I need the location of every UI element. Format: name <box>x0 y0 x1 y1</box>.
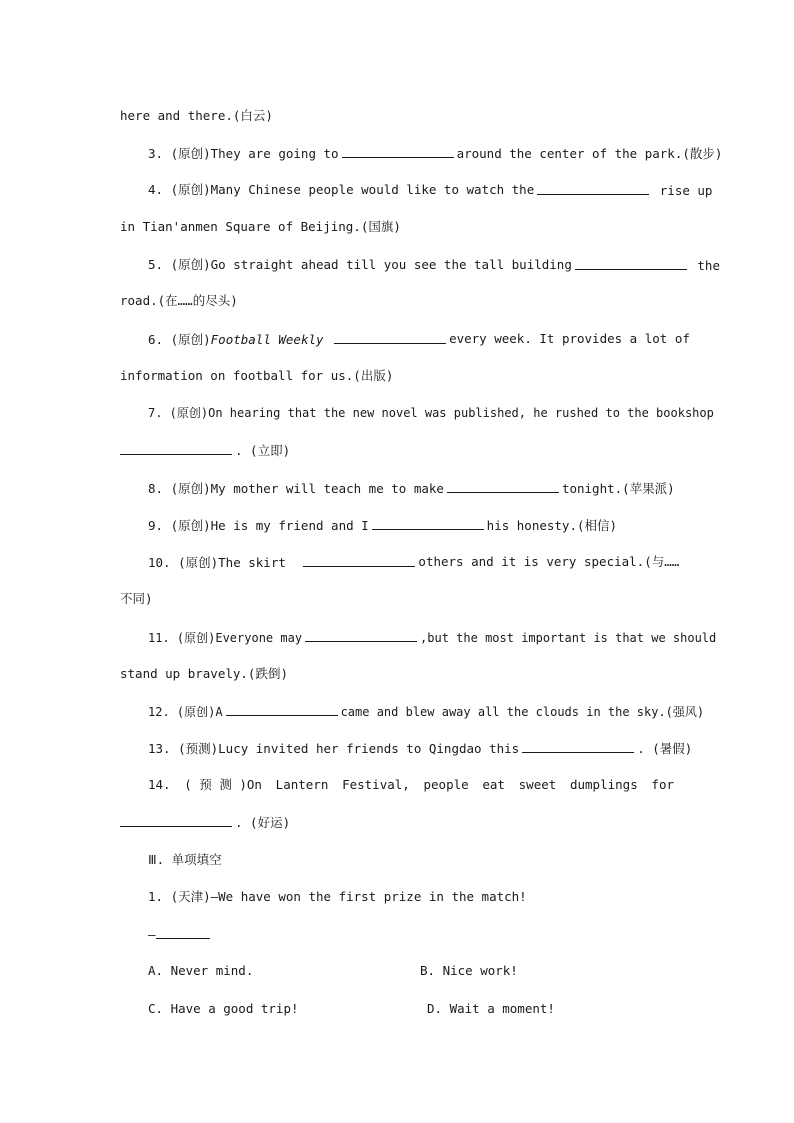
question-4-continued: in Tian'anmen Square of Beijing.(国旗) <box>120 219 401 234</box>
answer-blank[interactable] <box>156 926 210 939</box>
question-13: 13. (预测)Lucy invited her friends to Qingdao this . (暑假) <box>148 741 693 756</box>
answer-blank[interactable] <box>522 740 634 753</box>
response-line: — <box>148 926 674 943</box>
answer-blank[interactable] <box>334 331 446 344</box>
answer-blank[interactable] <box>447 480 559 493</box>
question-3: 3. (原创)They are going to around the center of the park.(散步) <box>148 146 723 161</box>
question-6: 6. (原创)Football Weekly every week. It provides a lot of <box>148 331 690 347</box>
answer-blank[interactable] <box>120 442 232 455</box>
answer-blank[interactable] <box>305 629 417 642</box>
option-d[interactable]: D. Wait a moment! <box>427 1001 555 1016</box>
question-4: 4. (原创)Many Chinese people would like to watch the rise up <box>148 182 713 198</box>
question-10: 10. (原创)The skirt others and it is very special.(与…… <box>148 554 680 570</box>
option-b[interactable]: B. Nice work! <box>420 963 518 978</box>
option-a[interactable]: A. Never mind. <box>148 963 254 978</box>
option-c[interactable]: C. Have a good trip! <box>148 1001 299 1016</box>
question-12: 12. (原创)A came and blew away all the clouds in the sky.(强风) <box>148 705 705 719</box>
single-choice-question-1: 1. (天津)—We have won the first prize in the match! <box>148 889 527 904</box>
answer-blank[interactable] <box>303 554 415 567</box>
question-11: 11. (原创)Everyone may ,but the most important is that we should <box>148 631 717 645</box>
answer-blank[interactable] <box>575 257 687 270</box>
question-7-continued: . (立即) <box>120 442 674 459</box>
answer-blank[interactable] <box>372 517 484 530</box>
question-5: 5. (原创)Go straight ahead till you see the tall building the <box>148 257 720 273</box>
question-7: 7. (原创)On hearing that the new novel was published, he rushed to the bookshop <box>148 406 714 420</box>
question-8: 8. (原创)My mother will teach me to make tonight.(苹果派) <box>148 481 675 496</box>
answer-blank[interactable] <box>120 814 232 827</box>
answer-blank[interactable] <box>342 145 454 158</box>
question-11-continued: stand up bravely.(跌倒) <box>120 666 288 681</box>
question-14: 14. ( 预 测 )On Lantern Festival, people eat sweet dumplings for <box>148 777 674 792</box>
question-9: 9. (原创)He is my friend and I his honesty.(相信) <box>148 518 618 533</box>
question-14-continued: . (好运) <box>120 814 674 831</box>
section-heading: Ⅲ. 单项填空 <box>148 852 222 867</box>
magazine-title: Football Weekly <box>210 332 324 347</box>
answer-blank[interactable] <box>226 703 338 716</box>
question-10-continued: 不同) <box>120 591 153 606</box>
line-continuation: here and there.(白云) <box>120 108 273 123</box>
answer-blank[interactable] <box>537 182 649 195</box>
question-5-continued: road.(在……的尽头) <box>120 293 238 308</box>
question-6-continued: information on football for us.(出版) <box>120 368 394 383</box>
